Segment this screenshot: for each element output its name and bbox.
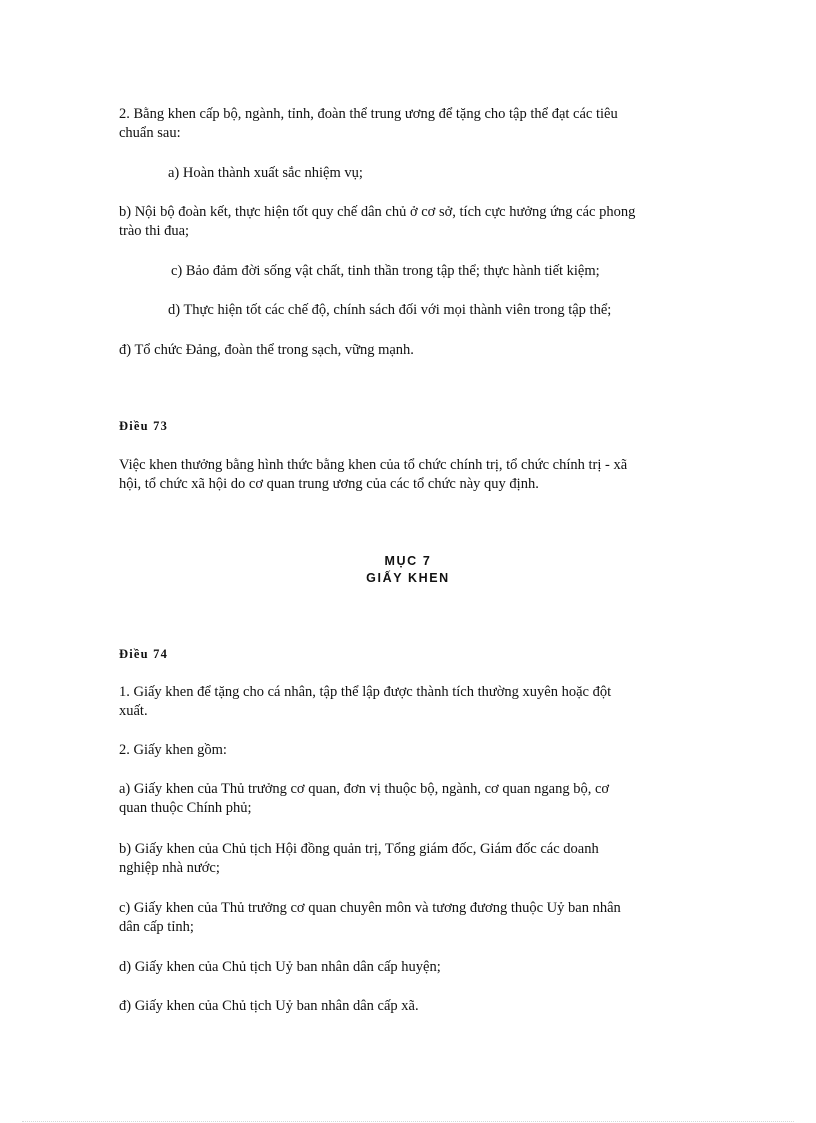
article72-item-b-line2: trào thi đua; xyxy=(119,223,190,239)
article72-item-b-line1: b) Nội bộ đoàn kết, thực hiện tốt quy chế dân chủ ở cơ sở, tích cực hưởng ứng các phong xyxy=(119,204,636,220)
article74-item-d: d) Giấy khen của Chủ tịch Uỷ ban nhân dân cấp huyện; xyxy=(119,959,441,975)
article74-p2: 2. Giấy khen gồm: xyxy=(119,742,227,758)
article72-item-dd: đ) Tổ chức Đảng, đoàn thể trong sạch, vững mạnh. xyxy=(119,342,414,358)
article74-item-b-line1: b) Giấy khen của Chủ tịch Hội đồng quản trị, Tổng giám đốc, Giám đốc các doanh xyxy=(119,841,599,857)
article74-item-a-line2: quan thuộc Chính phủ; xyxy=(119,800,252,816)
article72-item-c: c) Bảo đảm đời sống vật chất, tinh thần trong tập thể; thực hành tiết kiệm; xyxy=(171,263,600,279)
article74-item-a-line1: a) Giấy khen của Thủ trưởng cơ quan, đơn vị thuộc bộ, ngành, cơ quan ngang bộ, cơ xyxy=(119,781,610,797)
article74-item-b-line2: nghiệp nhà nước; xyxy=(119,860,220,876)
article74-heading: Điều 74 xyxy=(119,647,169,661)
article72-item2-line1: 2. Bằng khen cấp bộ, ngành, tỉnh, đoàn thể trung ương để tặng cho tập thể đạt các tiêu xyxy=(119,106,618,122)
article74-p1-line1: 1. Giấy khen để tặng cho cá nhân, tập thể lập được thành tích thường xuyên hoặc đột xyxy=(119,684,612,700)
article74-p1-line2: xuất. xyxy=(119,703,148,719)
article72-item-a: a) Hoàn thành xuất sắc nhiệm vụ; xyxy=(168,165,363,181)
article73-line1: Việc khen thưởng bằng hình thức bằng khen của tổ chức chính trị, tổ chức chính trị - xã xyxy=(119,457,628,473)
article74-item-c-line2: dân cấp tỉnh; xyxy=(119,919,194,935)
article74-item-c-line1: c) Giấy khen của Thủ trưởng cơ quan chuyên môn và tương đương thuộc Uỷ ban nhân xyxy=(119,900,621,916)
article73-heading: Điều 73 xyxy=(119,419,169,433)
article74-item-dd: đ) Giấy khen của Chủ tịch Uỷ ban nhân dân cấp xã. xyxy=(119,998,419,1014)
article72-item2-line2: chuẩn sau: xyxy=(119,125,181,141)
article72-item-d: d) Thực hiện tốt các chế độ, chính sách đối với mọi thành viên trong tập thể; xyxy=(168,302,612,318)
article73-line2: hội, tổ chức xã hội do cơ quan trung ương của các tổ chức này quy định. xyxy=(119,476,539,492)
section-label: MỤC 7 xyxy=(384,554,432,568)
page-bottom-rule xyxy=(22,1121,794,1122)
section-title: GIẤY KHEN xyxy=(366,571,450,585)
